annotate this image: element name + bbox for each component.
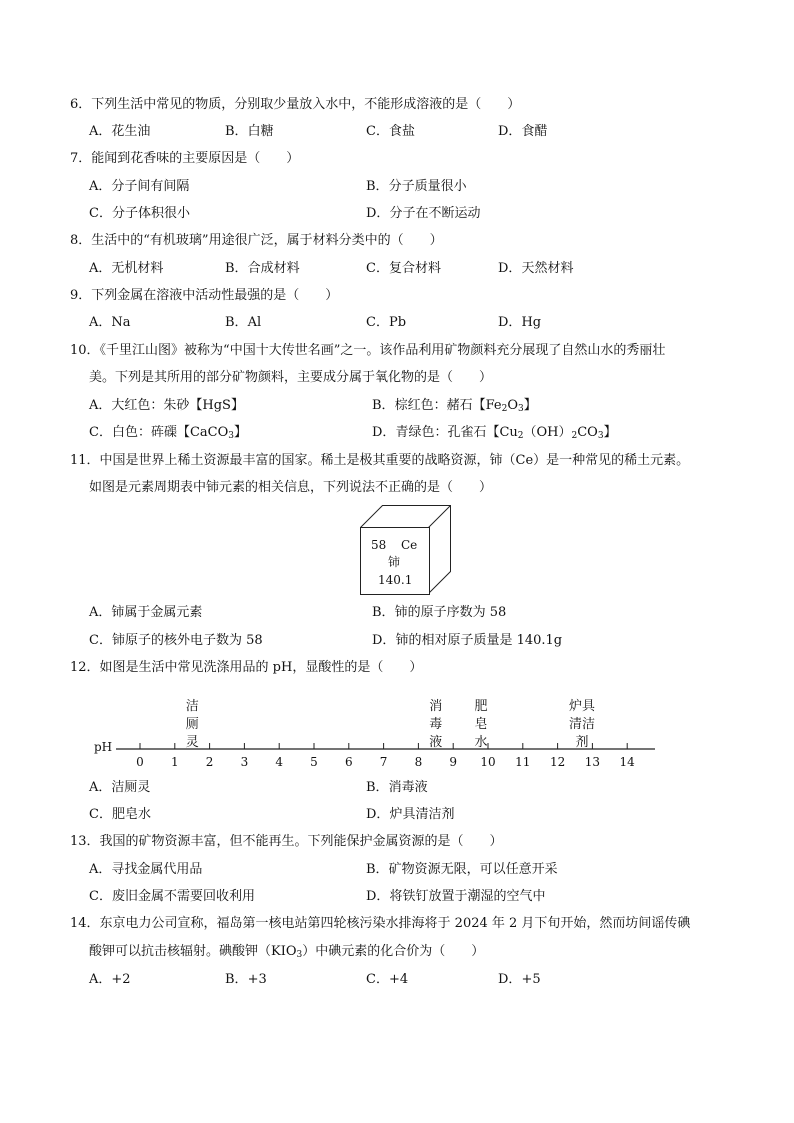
ph-product-label-char: 炉具 <box>568 699 595 714</box>
question-14-stem-line-2: 酸钾可以抗击核辐射。碘酸钾$(KIO_3)$中碘元素的化合价为（ ） <box>89 944 485 960</box>
atomic-number: 58 <box>371 538 387 552</box>
q10-option-b[interactable]: B．棕红色：赭石【$Fe_2O_3$】 <box>372 398 537 414</box>
question-13-stem: 13．我国的矿物资源丰富，但不能再生。下列能保护金属资源的是（ ） <box>70 834 503 849</box>
ph-product-label-char: 灵 <box>185 735 199 750</box>
question-6-stem: 6．下列生活中常见的物质，分别取少量放入水中，不能形成溶液的是（ ） <box>70 97 521 112</box>
q7-option-c[interactable]: C．分子体积很小 <box>89 206 190 221</box>
q9-option-b[interactable]: B．Al <box>225 315 262 330</box>
q7-option-d[interactable]: D．分子在不断运动 <box>366 206 481 221</box>
q7-option-a[interactable]: A．分子间有间隔 <box>89 179 190 194</box>
q11-option-c[interactable]: C．铈原子的核外电子数为 58 <box>89 633 263 648</box>
question-7-stem: 7．能闻到花香味的主要原因是（ ） <box>70 151 300 166</box>
q13-option-c[interactable]: C．废旧金属不需要回收利用 <box>89 889 255 904</box>
ph-product-label-char: 厕 <box>185 717 199 732</box>
q8-option-b[interactable]: B．合成材料 <box>225 261 300 276</box>
ph-tick-label: 6 <box>344 755 353 769</box>
element-card-cerium <box>360 505 452 595</box>
question-11-stem-line-2: 如图是元素周期表中铈元素的相关信息，下列说法不正确的是（ ） <box>89 480 493 495</box>
q14-option-d[interactable]: D．+5 <box>498 972 541 987</box>
q10-option-c[interactable]: C．白色：砗磲【CaCO$_3$】 <box>89 425 248 441</box>
q12-option-a[interactable]: A．洁厕灵 <box>89 780 151 795</box>
ph-scale-diagram <box>90 688 670 778</box>
atomic-mass: 140.1 <box>378 573 413 587</box>
q12-option-d[interactable]: D．炉具清洁剂 <box>366 807 455 822</box>
question-10-stem-line-2: 美。下列是其所用的部分矿物颜料，主要成分属于氧化物的是（ ） <box>89 370 493 385</box>
ph-tick-label: 8 <box>414 755 423 769</box>
ph-ticks <box>136 743 635 769</box>
q7-option-b[interactable]: B．分子质量很小 <box>366 179 467 194</box>
ph-product-label <box>569 698 596 750</box>
ph-product-label-char: 洁 <box>185 699 199 714</box>
q14-option-c[interactable]: C．+4 <box>366 972 409 987</box>
ph-product-label-char: 清洁 <box>568 717 595 732</box>
ph-product-label-char: 消 <box>429 699 443 714</box>
ph-product-label-char: 剂 <box>575 735 589 750</box>
ph-product-label-char: 液 <box>429 735 443 750</box>
q13-option-d[interactable]: D．将铁钉放置于潮湿的空气中 <box>366 889 546 904</box>
ph-product-label-char: 皂 <box>474 717 488 732</box>
ph-tick-label: 7 <box>379 755 388 769</box>
question-12-stem: 12．如图是生活中常见洗涤用品的 pH，显酸性的是（ ） <box>70 660 423 675</box>
q6-option-d[interactable]: D．食醋 <box>498 124 548 139</box>
question-9-stem: 9．下列金属在溶液中活动性最强的是（ ） <box>70 288 339 303</box>
q11-option-d[interactable]: D．铈的相对原子质量是 140.1g <box>372 633 563 648</box>
ph-tick-label: 2 <box>205 755 214 769</box>
q6-option-a[interactable]: A．花生油 <box>89 124 151 139</box>
q11-option-a[interactable]: A．铈属于金属元素 <box>89 605 203 620</box>
ph-tick-label: 14 <box>619 755 635 769</box>
ph-tick-label: 10 <box>480 755 496 769</box>
ph-tick-label: 3 <box>240 755 249 769</box>
q13-option-a[interactable]: A．寻找金属代用品 <box>89 862 203 877</box>
ph-tick-label: 4 <box>275 755 284 769</box>
ph-product-label-char: 肥 <box>474 699 488 714</box>
q6-option-c[interactable]: C．食盐 <box>366 124 415 139</box>
ph-axis-label: pH <box>94 740 113 754</box>
ph-tick-label: 9 <box>449 755 458 769</box>
ph-product-label <box>475 699 488 750</box>
q10-option-d[interactable]: D．青绿色：孔雀石【$Cu_2(OH)_2CO_3$】 <box>372 425 617 441</box>
ph-product-label <box>186 698 199 750</box>
ph-tick-label: 12 <box>549 755 566 769</box>
ph-tick-label: 0 <box>136 755 144 769</box>
q14-option-b[interactable]: B．+3 <box>225 972 267 987</box>
q8-option-a[interactable]: A．无机材料 <box>89 261 164 276</box>
q11-option-b[interactable]: B．铈的原子序数为 58 <box>372 605 507 620</box>
ph-products <box>186 698 596 750</box>
ph-tick-label: 5 <box>310 755 318 769</box>
question-8-stem: 8．生活中的“有机玻璃”用途很广泛，属于材料分类中的（ ） <box>70 233 443 248</box>
question-10-stem-line-1: 10．《千里江山图》被称为“中国十大传世名画”之一。该作品利用矿物颜料充分展现了自然山水的秀丽壮 <box>70 343 666 358</box>
q6-option-b[interactable]: B．白糖 <box>225 124 274 139</box>
ph-product-label <box>429 698 442 750</box>
q10-option-a[interactable]: A．大红色：朱砂【HgS】 <box>89 398 244 413</box>
q14-option-a[interactable]: A．+2 <box>89 972 131 987</box>
q8-option-d[interactable]: D．天然材料 <box>498 261 574 276</box>
element-name: 铈 <box>388 555 401 569</box>
question-11-stem-line-1: 11．中国是世界上稀土资源最丰富的国家。稀土是极其重要的战略资源，铈（Ce）是一种常见的稀土元素。 <box>70 453 690 468</box>
ph-product-label-char: 毒 <box>429 717 443 732</box>
cube-front-face <box>360 527 430 595</box>
q12-option-c[interactable]: C．肥皂水 <box>89 807 151 822</box>
q13-option-b[interactable]: B．矿物资源无限，可以任意开采 <box>366 862 558 877</box>
q12-option-b[interactable]: B．消毒液 <box>366 780 428 795</box>
question-14-stem-line-1: 14．东京电力公司宣称，福岛第一核电站第四轮核污染水排海将于 2024 年 2 月下旬开始，然而坊间谣传碘 <box>70 916 691 931</box>
ph-tick-label: 11 <box>515 755 531 769</box>
ph-tick-label: 1 <box>170 755 179 769</box>
q8-option-c[interactable]: C．复合材料 <box>366 261 441 276</box>
q9-option-a[interactable]: A．Na <box>89 315 131 330</box>
q9-option-d[interactable]: D．Hg <box>498 315 542 330</box>
ph-tick-label: 13 <box>584 755 601 769</box>
ph-product-label-char: 水 <box>474 735 488 750</box>
element-symbol: Ce <box>401 538 418 552</box>
q9-option-c[interactable]: C．Pb <box>366 315 407 330</box>
